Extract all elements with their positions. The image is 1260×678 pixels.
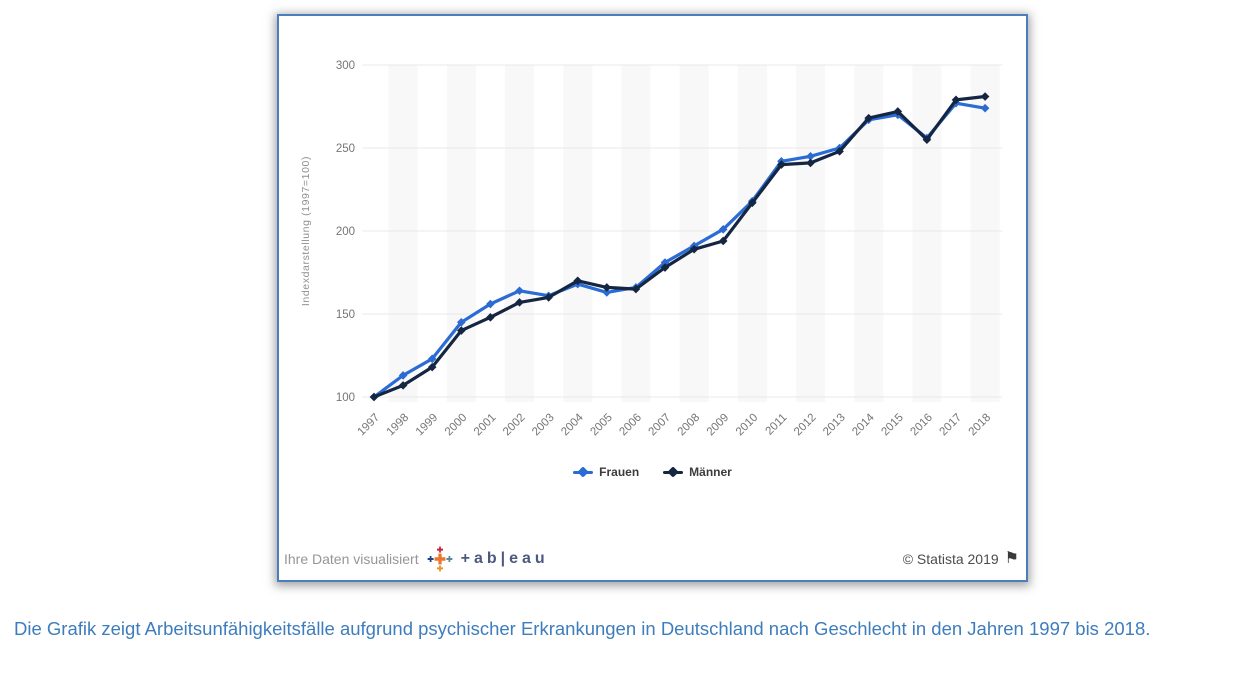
- legend-item-frauen: [573, 465, 639, 479]
- frauen-line-marker-icon: [573, 466, 593, 478]
- svg-text:2004: 2004: [559, 411, 586, 439]
- svg-text:2018: 2018: [966, 411, 994, 439]
- svg-text:1998: 1998: [384, 411, 412, 439]
- svg-text:2001: 2001: [471, 411, 499, 439]
- svg-text:2011: 2011: [763, 411, 790, 438]
- svg-text:2009: 2009: [704, 411, 732, 439]
- legend-label-frauen: Frauen: [599, 465, 640, 479]
- legend-label-maenner: Männer: [689, 465, 732, 479]
- svg-text:2000: 2000: [442, 411, 470, 439]
- svg-text:2006: 2006: [617, 411, 645, 439]
- svg-text:2012: 2012: [792, 411, 819, 439]
- figure-caption: Die Grafik zeigt Arbeitsunfähigkeitsfälle aufgrund psychischer Erkrankungen in Deutschland nach Geschlecht in den Jahren 1997 bis 2018.: [14, 618, 1151, 639]
- svg-text:2017: 2017: [937, 411, 965, 439]
- maenner-line-marker-icon: [663, 466, 683, 478]
- line-chart: [279, 16, 1026, 461]
- svg-text:150: 150: [335, 309, 355, 321]
- svg-text:2013: 2013: [821, 411, 848, 439]
- tableau-sparkle-icon: [427, 546, 453, 572]
- svg-text:300: 300: [335, 60, 355, 72]
- tableau-wordmark: +ab|eau: [460, 550, 549, 567]
- footer-left-text: Ihre Daten visualisiert: [284, 551, 419, 567]
- svg-text:250: 250: [335, 143, 355, 155]
- svg-text:2010: 2010: [733, 411, 761, 439]
- svg-text:200: 200: [335, 226, 355, 238]
- svg-text:1999: 1999: [413, 411, 441, 439]
- svg-text:2003: 2003: [530, 411, 557, 439]
- chart-footer: [284, 543, 1019, 575]
- svg-text:2015: 2015: [879, 411, 906, 439]
- footer-branding: [284, 546, 549, 572]
- chart-legend: [279, 465, 1026, 479]
- svg-text:Indexdarstellung (1997=100): Indexdarstellung (1997=100): [300, 155, 312, 307]
- legend-item-maenner: [663, 465, 732, 479]
- flag-icon: ⚑: [1004, 550, 1019, 567]
- svg-text:1997: 1997: [355, 411, 383, 439]
- svg-text:2005: 2005: [588, 411, 615, 439]
- statistic-chart-card: [277, 14, 1028, 582]
- statista-copyright: © Statista 2019: [902, 551, 999, 567]
- svg-text:2008: 2008: [675, 411, 703, 439]
- svg-text:2016: 2016: [908, 411, 936, 439]
- svg-text:100: 100: [335, 392, 355, 404]
- svg-text:2007: 2007: [646, 411, 674, 439]
- svg-text:2014: 2014: [850, 411, 877, 439]
- footer-attribution: [903, 551, 1019, 567]
- svg-text:2002: 2002: [501, 411, 528, 439]
